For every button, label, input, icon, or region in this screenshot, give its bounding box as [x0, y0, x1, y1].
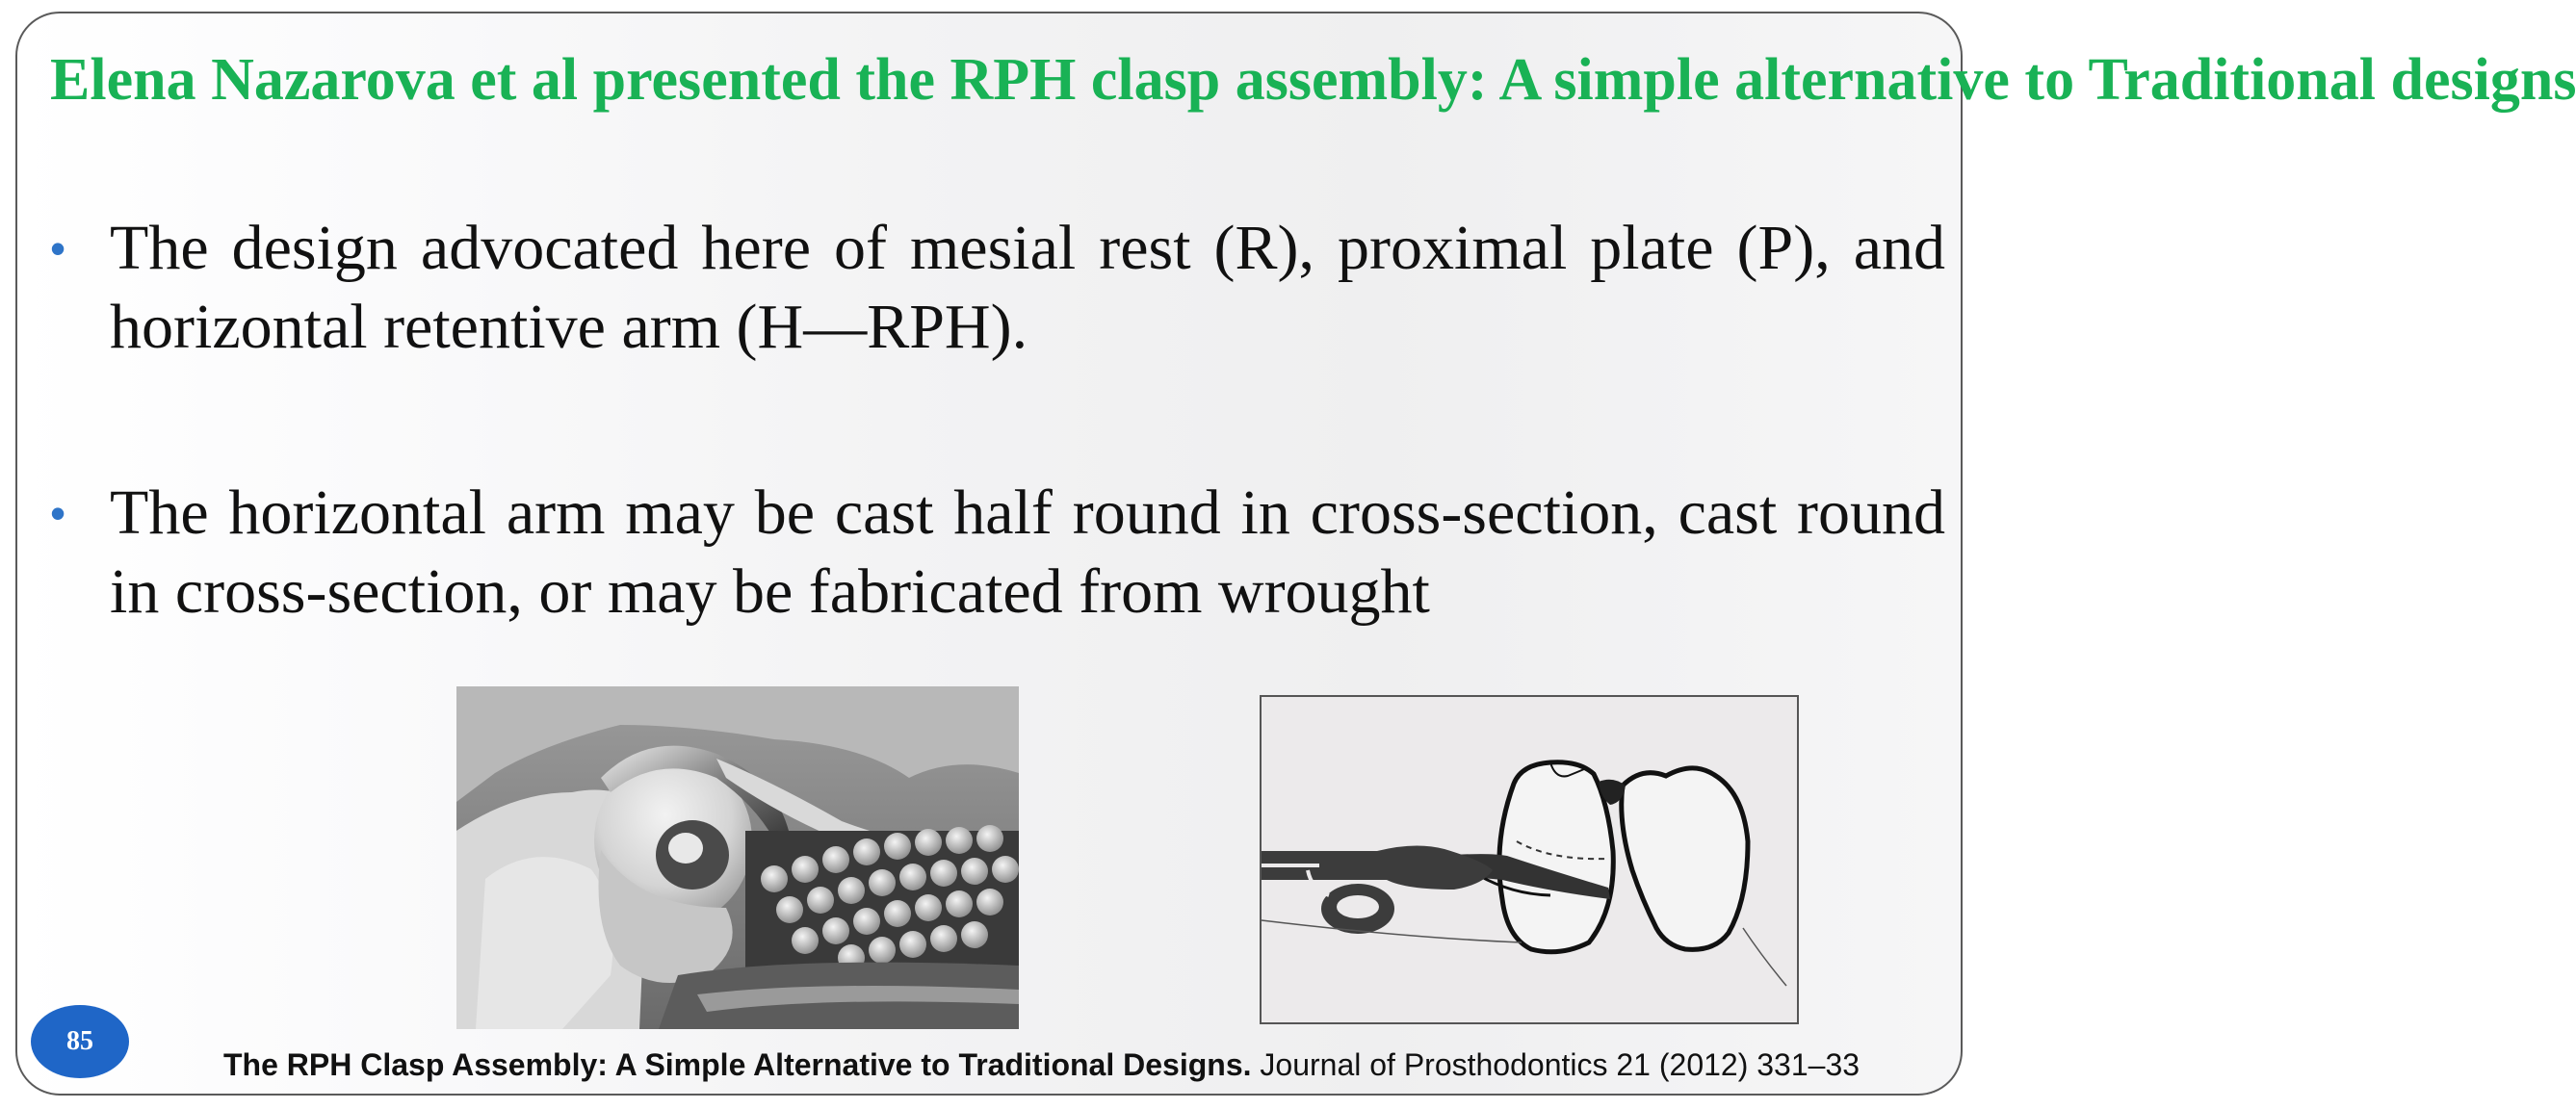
clinical-photo-graphic	[456, 686, 1019, 1029]
citation-title: The RPH Clasp Assembly: A Simple Alternative to Traditional Designs.	[223, 1047, 1252, 1082]
citation	[223, 1045, 1860, 1084]
slide	[15, 12, 2576, 1096]
clinical-photo	[456, 686, 1019, 1029]
clasp-diagram	[1260, 695, 1799, 1024]
page-number-badge: 85	[31, 1005, 129, 1078]
slide-title: Elena Nazarova et al presented the RPH clasp assembly: A simple alternative to Traditional designs	[50, 47, 2576, 113]
bullet-text: The design advocated here of mesial rest (R), proximal plate (P), and horizontal retentive arm (H—RPH).	[110, 213, 1945, 362]
bullet-marker: •	[50, 488, 66, 538]
bullet-text: The horizontal arm may be cast half round in cross-section, cast round in cross-section, or may be fabricated from wrought	[110, 477, 1945, 627]
bullet-marker: •	[50, 223, 66, 273]
citation-source: Journal of Prosthodontics 21 (2012) 331–33	[1251, 1047, 1860, 1082]
clasp-diagram-graphic	[1262, 697, 1797, 1022]
